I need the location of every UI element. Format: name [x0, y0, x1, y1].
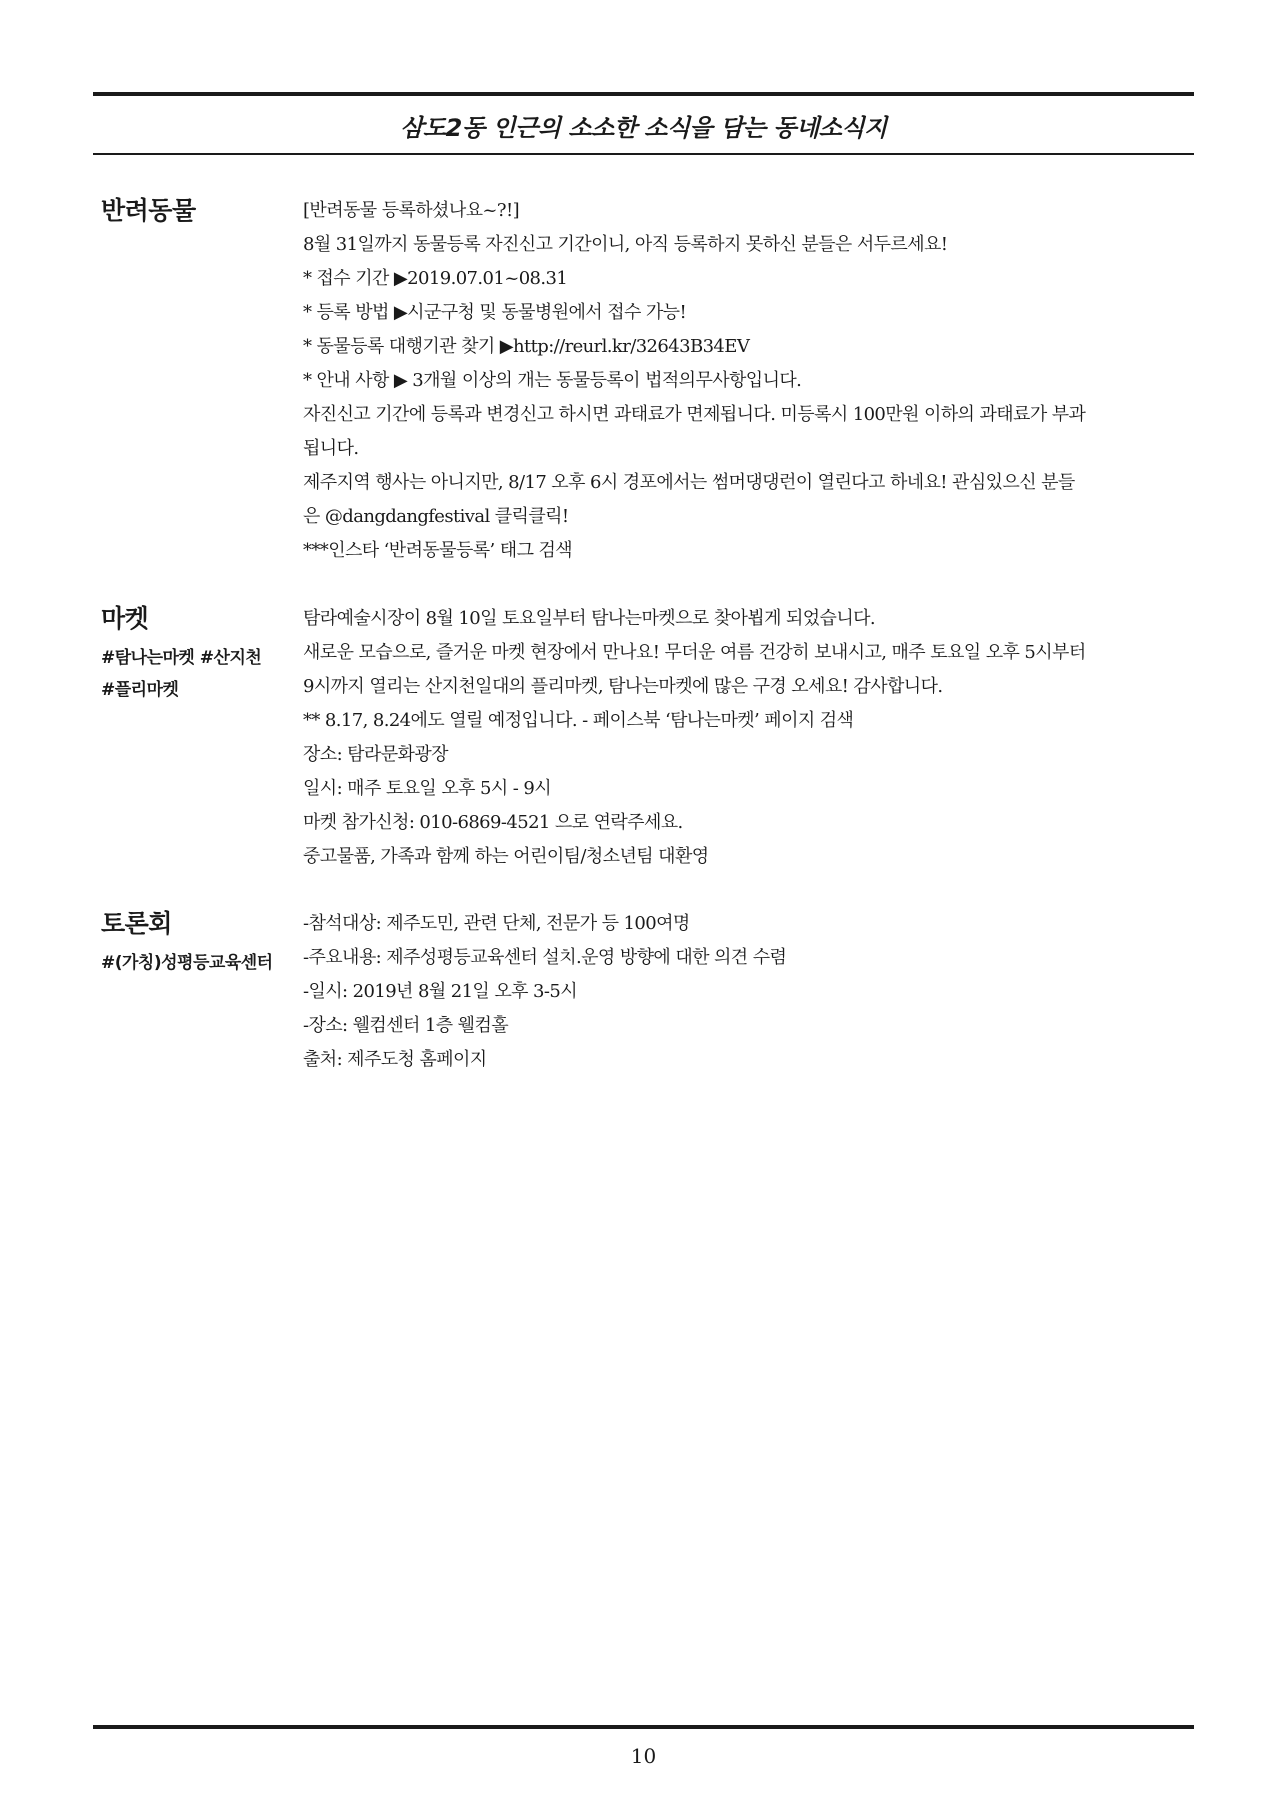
- section-label: [101, 602, 301, 706]
- section-body: [303, 194, 1193, 568]
- section-body: [303, 602, 1193, 874]
- section-heading: 마켓: [101, 604, 149, 633]
- section-heading: 토론회: [101, 909, 172, 938]
- hashtag: #(가칭)성평등교육센터: [101, 953, 273, 973]
- body-line: 장소: 탐라문화광장: [303, 744, 448, 765]
- page-number: 10: [630, 1744, 657, 1768]
- section-label: [101, 194, 301, 234]
- body-line: 8월 31일까지 동물등록 자진신고 기간이니, 아직 등록하지 못하신 분들은 서두르세요!: [303, 234, 948, 255]
- body-line: 제주지역 행사는 아니지만, 8/17 오후 6시 경포에서는 썸머댕댕런이 열린다고 하네요! 관심있으신 분들: [303, 472, 1075, 493]
- section-body: [303, 907, 1193, 1077]
- body-line: 일시: 매주 토요일 오후 5시 - 9시: [303, 778, 552, 799]
- body-line: 마켓 참가신청: 010-6869-4521 으로 연락주세요.: [303, 812, 683, 833]
- body-line: 탐라예술시장이 8월 10일 토요일부터 탐나는마켓으로 찾아뵙게 되었습니다.: [303, 608, 876, 629]
- top-rule: [93, 92, 1194, 96]
- body-line: -장소: 웰컴센터 1층 웰컴홀: [303, 1015, 509, 1036]
- body-line: 새로운 모습으로, 즐거운 마켓 현장에서 만나요! 무더운 여름 건강히 보내시고, 매주 토요일 오후 5시부터: [303, 642, 1086, 663]
- section-label: [101, 907, 301, 979]
- body-line: 9시까지 열리는 산지천일대의 플리마켓, 탐나는마켓에 많은 구경 오세요! 감사합니다.: [303, 676, 943, 697]
- body-line: * 동물등록 대행기관 찾기 ▶http://reurl.kr/32643B34EV: [303, 336, 750, 357]
- body-line: [반려동물 등록하셨나요~?!]: [303, 200, 520, 221]
- body-line: 출처: 제주도청 홈페이지: [303, 1049, 487, 1070]
- hashtag: #플리마켓: [101, 680, 179, 700]
- body-line: * 안내 사항 ▶ 3개월 이상의 개는 동물등록이 법적의무사항입니다.: [303, 370, 802, 391]
- body-line: -주요내용: 제주성평등교육센터 설치.운영 방향에 대한 의견 수렴: [303, 947, 787, 968]
- body-line: 됩니다.: [303, 438, 359, 459]
- body-line: * 등록 방법 ▶시군구청 및 동물병원에서 접수 가능!: [303, 302, 687, 323]
- footer-rule: [93, 1725, 1194, 1729]
- section-heading: 반려동물: [101, 196, 196, 225]
- body-line: 중고물품, 가족과 함께 하는 어린이팀/청소년팀 대환영: [303, 846, 709, 867]
- body-line: -참석대상: 제주도민, 관련 단체, 전문가 등 100여명: [303, 913, 690, 934]
- body-line: 자진신고 기간에 등록과 변경신고 하시면 과태료가 면제됩니다. 미등록시 100만원 이하의 과태료가 부과: [303, 404, 1086, 425]
- body-line: ***인스타 ‘반려동물등록’ 태그 검색: [303, 540, 573, 561]
- hashtag: #탐나는마켓 #산지천: [101, 648, 262, 668]
- body-line: ** 8.17, 8.24에도 열릴 예정입니다. - 페이스북 ‘탐나는마켓’ 페이지 검색: [303, 710, 854, 731]
- newsletter-title: 삼도2동 인근의 소소한 소식을 담는 동네소식지: [400, 114, 887, 142]
- header-rule: [93, 153, 1194, 155]
- body-line: -일시: 2019년 8월 21일 오후 3-5시: [303, 981, 578, 1002]
- body-line: 은 @dangdangfestival 클릭클릭!: [303, 506, 569, 527]
- body-line: * 접수 기간 ▶2019.07.01~08.31: [303, 268, 568, 289]
